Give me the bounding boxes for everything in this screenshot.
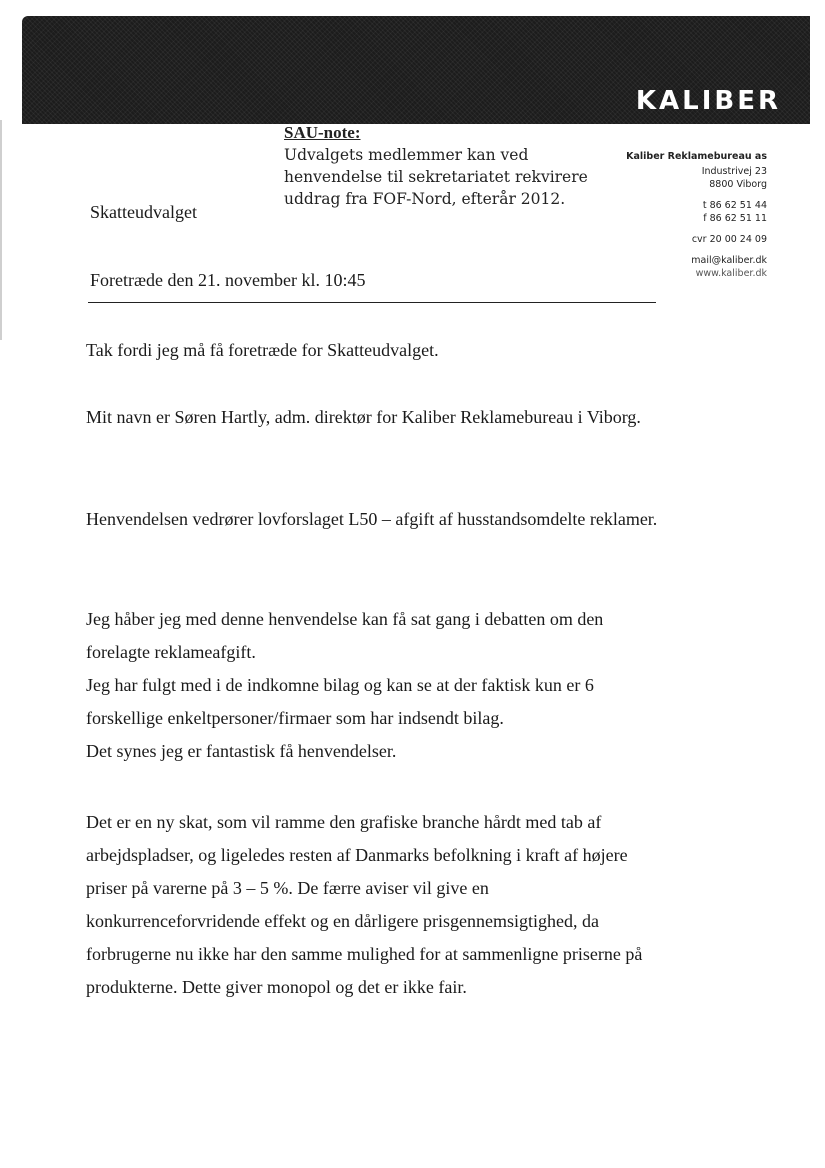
contact-fax: f 86 62 51 11 [703,213,767,224]
contact-web: www.kaliber.dk [695,268,767,279]
paragraph-text: Det synes jeg er fantastisk få henvendelser. [86,741,397,761]
sau-note-title: SAU-note: [284,123,361,142]
paragraph-subject [86,503,666,536]
divider-line [88,302,656,303]
paragraph-text: Det er en ny skat, som vil ramme den grafiske branche hårdt med tab af arbejdspladser, og ligeledes resten af Danmarks befolkning i kraft af højere priser på varerne på 3 – 5 %. De færre aviser vil give en konkurrenceforvridende effekt og en dårligere prisgennemsigtighed, da forbrugerne nu ikke har den samme mulighed for at sammenligne priserne på produkterne. Dette giver monopol og det er ikke fair. [86,812,643,997]
kaliber-logo: KALIBER [635,86,781,116]
paragraph-text: Mit navn er Søren Hartly, adm. direktør for Kaliber Reklamebureau i Viborg. [86,407,641,427]
sau-note [284,122,604,210]
committee-name: Skatteudvalget [90,202,197,222]
scan-edge-mark [0,120,2,340]
meeting-line: Foretræde den 21. november kl. 10:45 [90,270,366,290]
paragraph-tax-impact [86,806,666,1004]
sau-note-body: Udvalgets medlemmer kan ved henvendelse til sekretariatet rekvirere uddrag fra FOF-Nord, efterår 2012. [284,146,588,208]
paragraph-debate [86,603,666,768]
paragraph-introduction [86,401,666,434]
contact-block [626,150,767,280]
contact-phone: t 86 62 51 44 [702,200,767,211]
contact-cvr: cvr 20 00 24 09 [691,234,767,245]
contact-company: Kaliber Reklamebureau as [626,151,767,162]
paragraph-thanks [86,334,666,367]
paragraph-text: Henvendelsen vedrører lovforslaget L50 – afgift af husstandsomdelte reklamer. [86,509,658,529]
paragraph-text: Jeg har fulgt med i de indkomne bilag og kan se at der faktisk kun er 6 forskellige enkeltpersoner/firmaer som har indsendt bilag. [86,675,594,728]
paragraph-text: Jeg håber jeg med denne henvendelse kan få sat gang i debatten om den forelagte reklameafgift. [86,609,604,662]
contact-city: 8800 Viborg [709,179,767,190]
contact-email: mail@kaliber.dk [691,255,767,266]
contact-street: Industrivej 23 [701,166,767,177]
paragraph-text: Tak fordi jeg må få foretræde for Skatteudvalget. [86,340,439,360]
